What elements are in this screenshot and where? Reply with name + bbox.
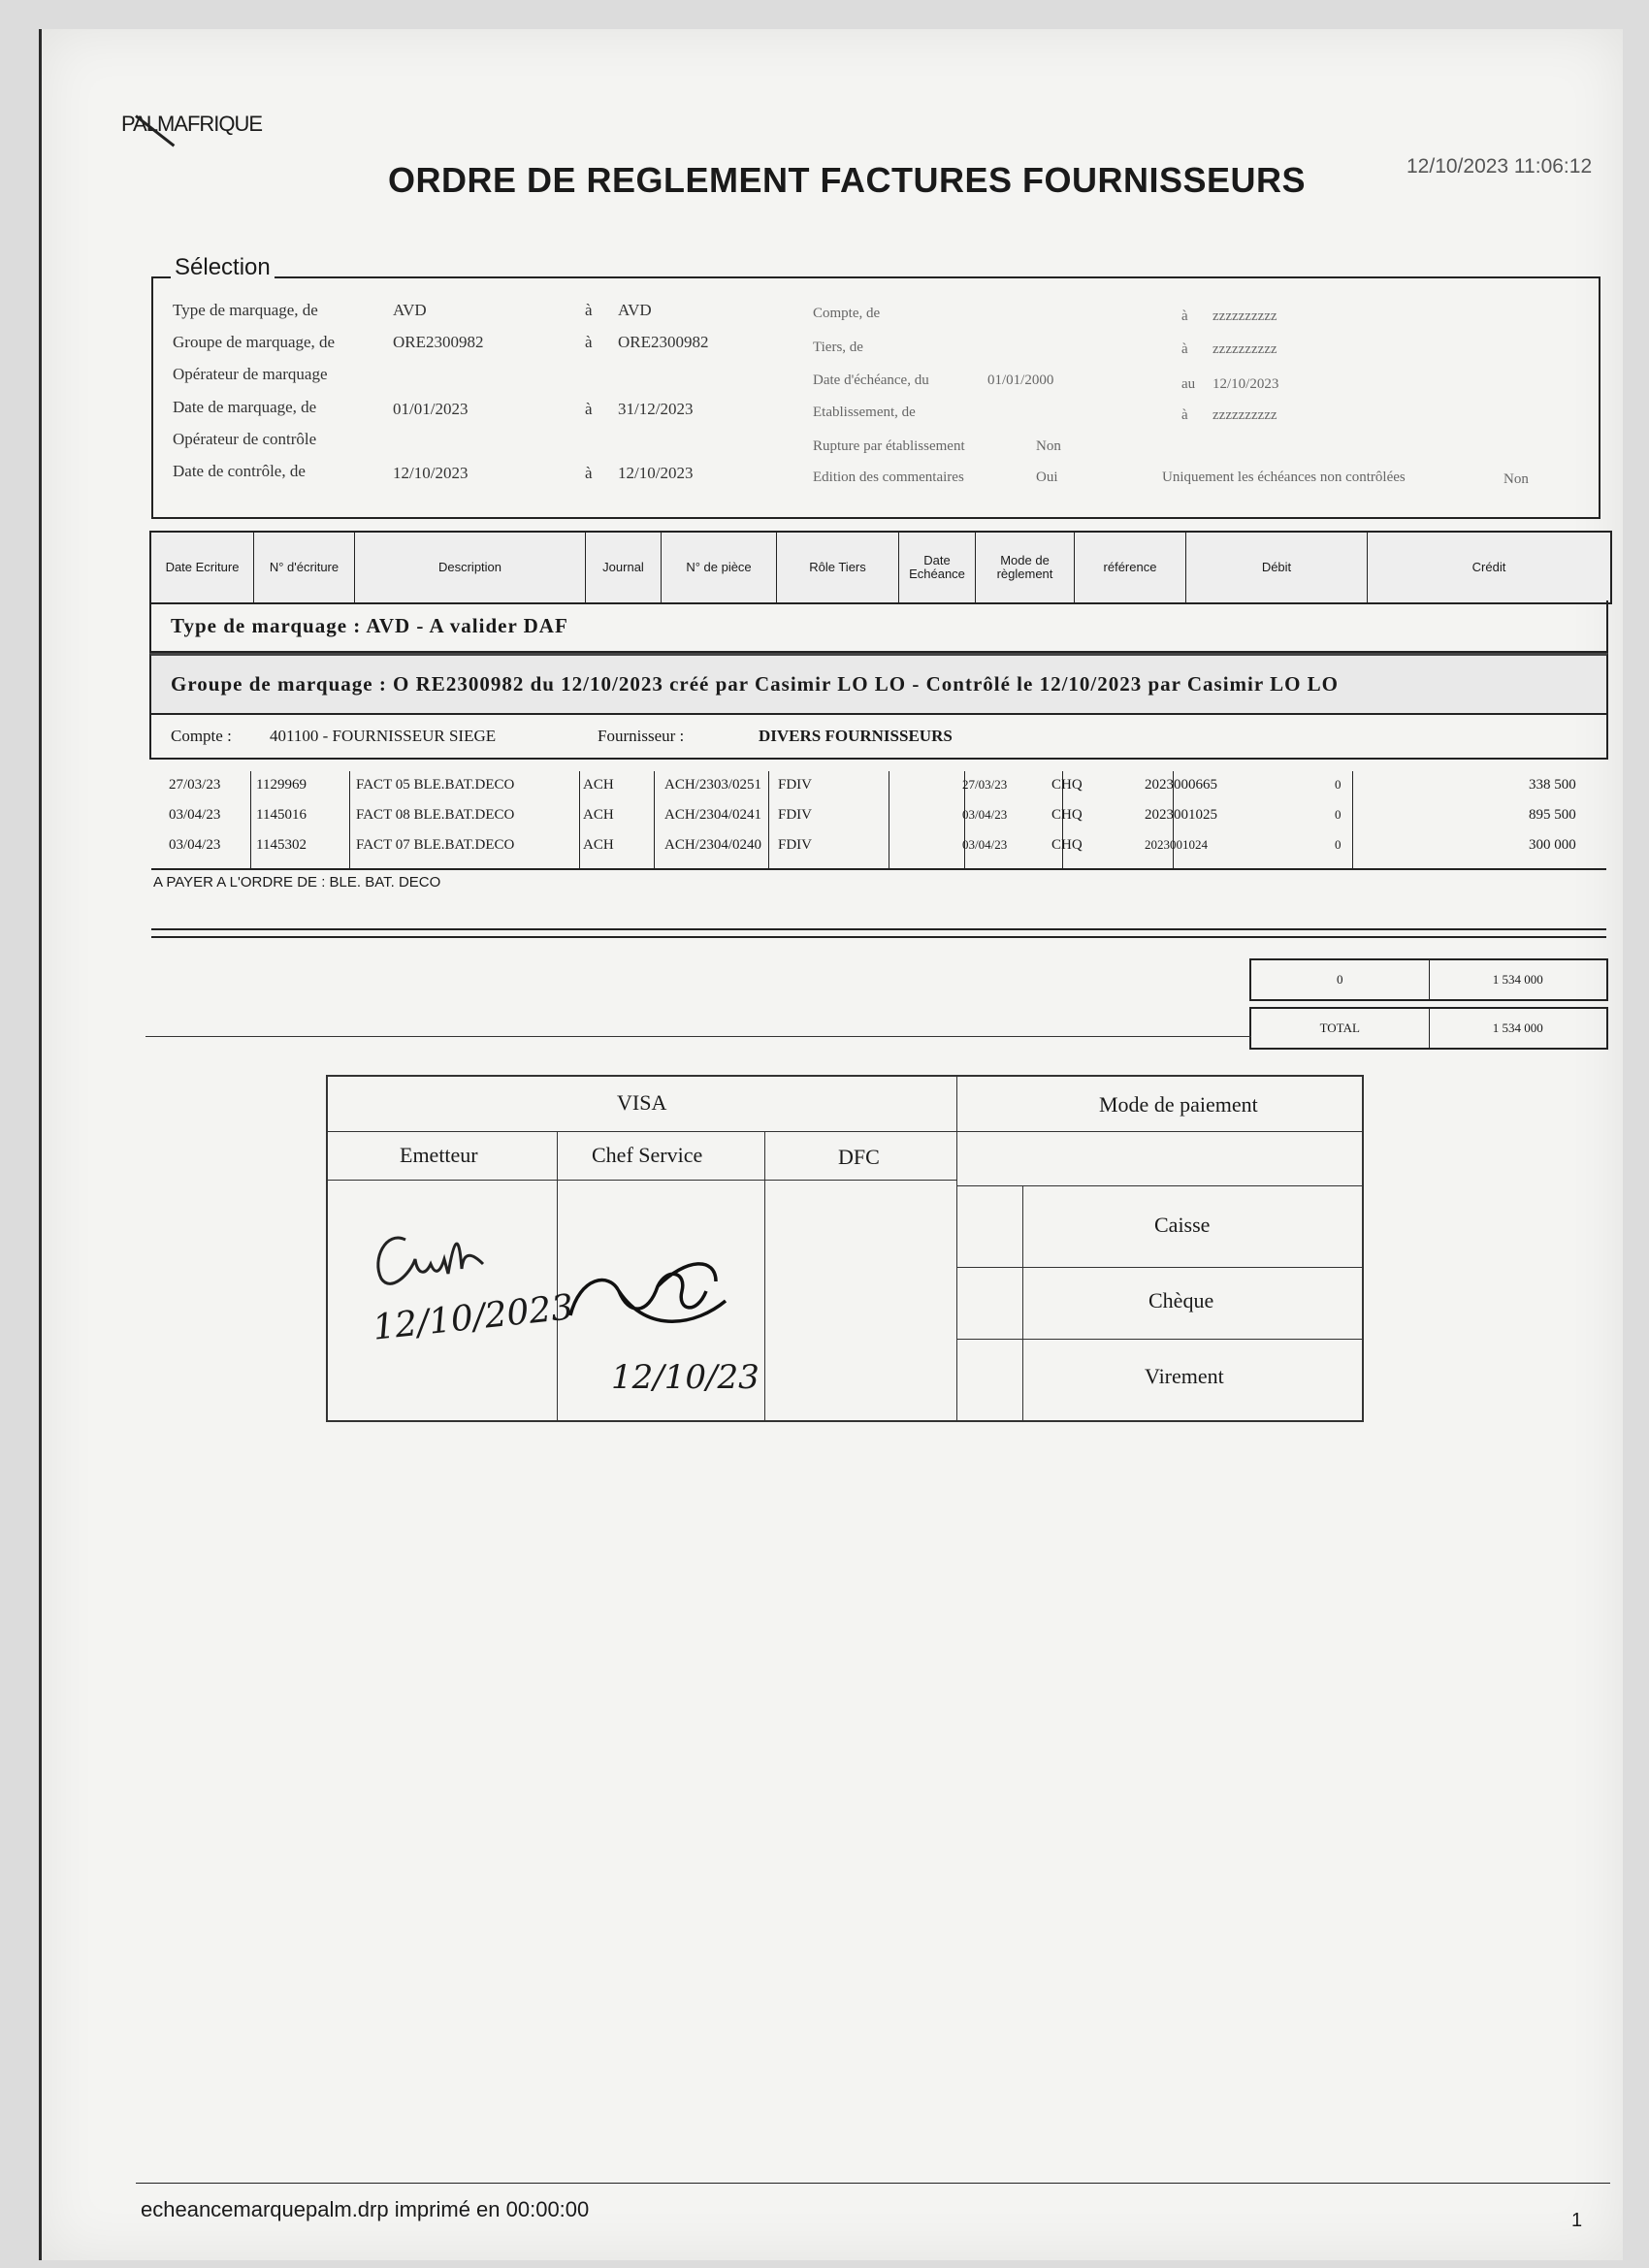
signature-date-chef: 12/10/23 [611,1358,760,1397]
signature-date-emetteur: 12/10/2023 [371,1287,576,1348]
selection-right-sep: à [1181,308,1188,324]
selection-from: AVD [393,301,427,319]
selection-to: 12/10/2023 [618,464,694,482]
cell-ref: 2023001024 [1145,837,1208,852]
selection-right-to: 12/10/2023 [1212,376,1279,392]
column-header: Crédit [1471,560,1506,574]
grid-line [557,1131,558,1420]
selection-label: Date de contrôle, de [173,462,306,480]
separator-line [146,1036,1251,1037]
table-row [149,831,1608,861]
cell-echeance: 03/04/23 [962,807,1008,822]
selection-right-from: Oui [1036,470,1058,485]
column-header: Mode de règlement [976,533,1075,602]
column-header: Date Ecriture [151,533,254,602]
selection-right-sep: à [1181,407,1188,423]
selection-right-label: Tiers, de [813,340,863,355]
cell-journal: ACH [583,777,614,793]
grid-line [956,1339,1362,1340]
column-header: N° de pièce [662,533,777,602]
grid-line [956,1077,957,1420]
selection-right-label: Date d'échéance, du [813,373,929,388]
signature-chef-service [561,1247,764,1354]
column-header: Débit [1186,533,1368,602]
cell-journal: ACH [583,807,614,823]
selection-legend: Sélection [171,254,275,281]
selection-sep: à [585,464,593,482]
dfc-label: DFC [838,1145,880,1169]
emetteur-label: Emetteur [400,1143,478,1167]
cell-role: FDIV [778,807,813,823]
grid-line [328,1180,956,1181]
payment-mode-label: Mode de paiement [1099,1092,1258,1117]
cell-role: FDIV [778,837,813,853]
type-marquage-band: Type de marquage : AVD - A valider DAF [149,600,1608,653]
grid-line [764,1131,765,1420]
visa-box [326,1075,1364,1422]
virement-label: Virement [1145,1364,1224,1388]
selection-label: Opérateur de marquage [173,365,328,383]
table-header [149,531,1612,604]
compte-value: 401100 - FOURNISSEUR SIEGE [270,727,497,745]
subtotal-box [1249,958,1608,1001]
cell-date: 03/04/23 [169,837,221,853]
cell-num: 1145302 [256,837,307,853]
cell-echeance: 03/04/23 [962,837,1008,852]
groupe-marquage-band: Groupe de marquage : O RE2300982 du 12/10/2023 créé par Casimir LO LO - Contrôlé le 12/10/2023 par Casimir LO LO [149,653,1608,715]
selection-right-from: Non [1036,438,1061,454]
cell-credit: 338 500 [1529,777,1576,793]
cell-piece: ACH/2303/0251 [664,777,762,793]
selection-sep: à [585,301,593,319]
subtotal-credit: 1 534 000 [1492,972,1543,987]
selection-right-to: zzzzzzzzzz [1212,341,1277,357]
footer-rule [136,2183,1610,2184]
print-datetime: 12/10/2023 11:06:12 [1406,155,1593,178]
cell-desc: FACT 05 BLE.BAT.DECO [356,777,515,793]
cell-piece: ACH/2304/0241 [664,807,762,823]
selection-to: 31/12/2023 [618,400,694,418]
signature-emetteur [367,1220,512,1298]
visa-label: VISA [617,1090,667,1115]
column-header: Journal [586,533,662,602]
column-header: Rôle Tiers [777,533,899,602]
chef-service-label: Chef Service [592,1143,703,1167]
column-header: Date Echéance [899,533,976,602]
footer-file: echeancemarquepalm.drp imprimé en 00:00:00 [141,2197,590,2221]
cell-desc: FACT 07 BLE.BAT.DECO [356,837,515,853]
column-header: N° d'écriture [254,533,355,602]
fournisseur-value: DIVERS FOURNISSEURS [759,727,953,745]
cell-debit: 0 [1335,837,1342,852]
table-row [149,801,1608,831]
cell-journal: ACH [583,837,614,853]
total-label: TOTAL [1251,1009,1430,1048]
pay-to-text: A PAYER A L'ORDRE DE : BLE. BAT. DECO [153,874,441,891]
fournisseur-label: Fournisseur : [598,727,685,745]
grid-line [328,1131,1362,1132]
selection-from: 01/01/2023 [393,400,469,418]
compte-label: Compte : [171,727,232,745]
caisse-label: Caisse [1154,1213,1211,1237]
grid-line [1022,1185,1023,1420]
cell-num: 1145016 [256,807,307,823]
grid-line [956,1267,1362,1268]
cell-piece: ACH/2304/0240 [664,837,762,853]
separator-line [151,936,1606,938]
selection-right-sep: à [1181,341,1188,357]
pay-to-order [151,868,1606,930]
selection-right-label: Rupture par établissement [813,438,965,454]
cell-echeance: 27/03/23 [962,777,1008,792]
cell-mode: CHQ [1051,837,1083,853]
selection-right-to: zzzzzzzzzz [1212,407,1277,423]
cell-mode: CHQ [1051,777,1083,793]
selection-label: Type de marquage, de [173,301,318,319]
grid-line [956,1185,1362,1186]
selection-sep: à [585,333,593,351]
total-box [1249,1007,1608,1050]
selection-label: Groupe de marquage, de [173,333,336,351]
selection-right-from: 01/01/2000 [987,373,1054,388]
selection-right-to: zzzzzzzzzz [1212,308,1277,324]
selection-label: Date de marquage, de [173,398,317,416]
selection-to: ORE2300982 [618,333,709,351]
selection-to: AVD [618,301,652,319]
selection-note-label: Uniquement les échéances non contrôlées [1162,470,1406,485]
cell-ref: 2023000665 [1145,777,1217,793]
cell-credit: 895 500 [1529,807,1576,823]
company-name: PALMAFRIQUE [121,112,263,136]
page-number: 1 [1571,2210,1583,2231]
subtotal-debit: 0 [1251,960,1430,999]
cell-debit: 0 [1335,777,1342,792]
cell-num: 1129969 [256,777,307,793]
selection-sep: à [585,400,593,418]
cheque-label: Chèque [1148,1288,1214,1312]
selection-from: ORE2300982 [393,333,484,351]
cell-credit: 300 000 [1529,837,1576,853]
total-value: 1 534 000 [1492,1021,1543,1035]
cell-date: 03/04/23 [169,807,221,823]
table-row [149,771,1608,801]
cell-desc: FACT 08 BLE.BAT.DECO [356,807,515,823]
page-title: ORDRE DE REGLEMENT FACTURES FOURNISSEURS [388,160,1307,200]
selection-right-label: Etablissement, de [813,405,916,420]
cell-date: 27/03/23 [169,777,221,793]
compte-band [149,715,1608,760]
selection-from: 12/10/2023 [393,464,469,482]
table-body [149,771,1608,868]
cell-ref: 2023001025 [1145,807,1217,823]
cell-debit: 0 [1335,807,1342,822]
selection-right-label: Compte, de [813,306,881,321]
cell-role: FDIV [778,777,813,793]
selection-label: Opérateur de contrôle [173,430,317,448]
selection-right-sep: au [1181,376,1196,392]
selection-right-label: Edition des commentaires [813,470,964,485]
column-header: référence [1075,533,1186,602]
cell-mode: CHQ [1051,807,1083,823]
column-header: Description [355,533,586,602]
selection-note-value: Non [1504,471,1529,487]
